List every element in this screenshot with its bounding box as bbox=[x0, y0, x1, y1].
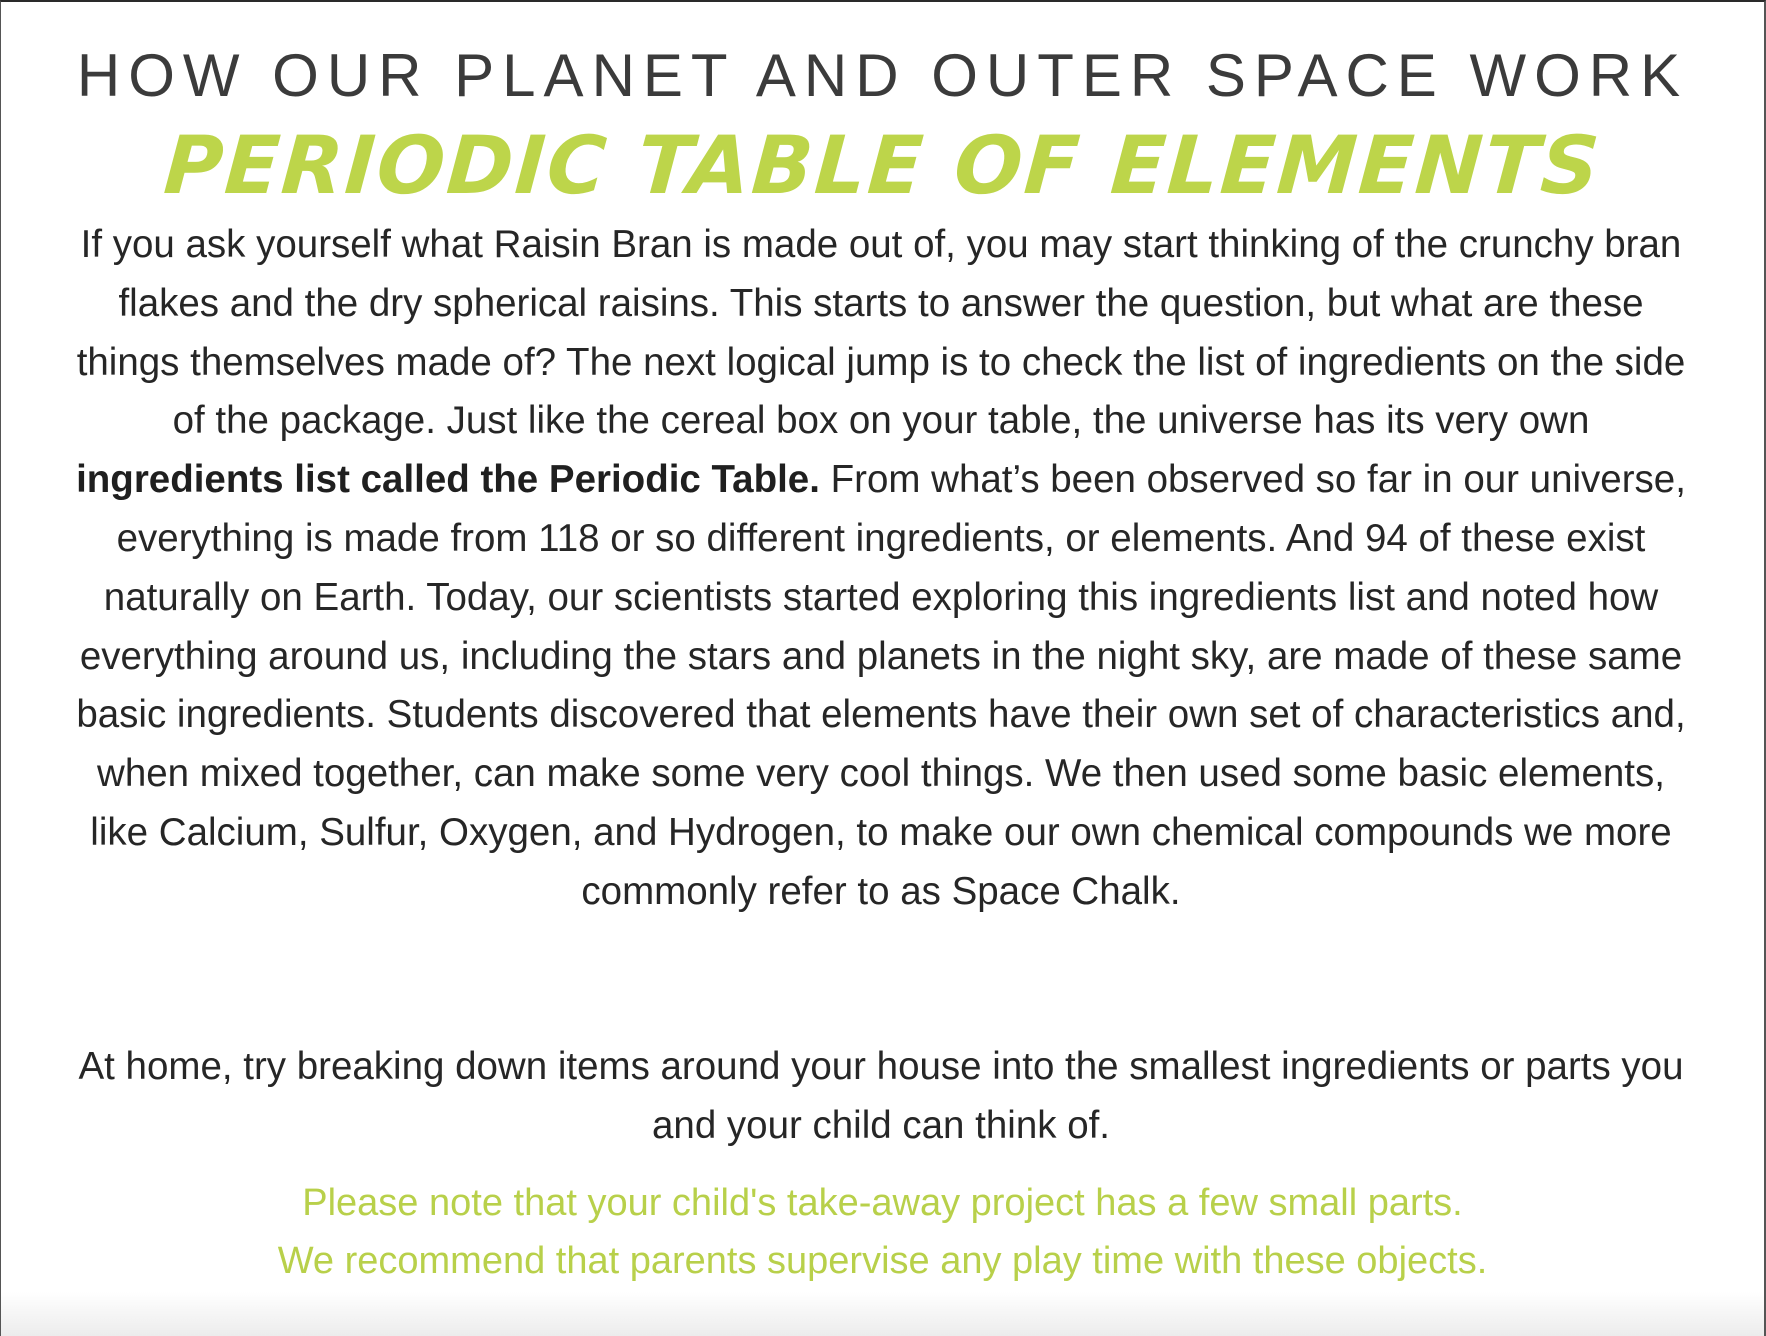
safety-note-line-1: Please note that your child's take-away project has a few small parts. bbox=[302, 1182, 1463, 1224]
rest-text: From what’s been observed so far in our universe, everything is made from 118 or so different ingredients, or elements. And 94 of these exist naturally on Earth. Today, our scientists started exploring this ingredients list and noted how everything around us, including the stars and planets in the night sky, are made of these same basic ingredients. Students discovered that elements have their own set of characteristics and, when mixed together, can make some very cool things. We then used some basic elements, like Calcium, Sulfur, Oxygen, and Hydrogen, to make our own chemical compounds we more commonly refer to as Space Chalk. bbox=[76, 458, 1686, 913]
page-title: PERIODIC TABLE OF ELEMENTS bbox=[161, 119, 1604, 212]
bottom-shadow bbox=[1, 1292, 1764, 1336]
safety-note-line-2: We recommend that parents supervise any play time with these objects. bbox=[277, 1240, 1488, 1282]
home-activity-paragraph: At home, try breaking down items around your house into the smallest ingredients or parts you and your child can think of. bbox=[78, 1045, 1684, 1147]
intro-paragraph bbox=[75, 216, 1687, 922]
intro-text: If you ask yourself what Raisin Bran is made out of, you may start thinking of the crunchy bran flakes and the dry spherical raisins. This starts to answer the question, but what are these things themselves made of? The next logical jump is to check the list of ingredients on the side of the package. Just like the cereal box on your table, the universe has its very own bbox=[76, 223, 1686, 443]
section-kicker: HOW OUR PLANET AND OUTER SPACE WORK bbox=[76, 42, 1689, 109]
emphasis-text: ingredients list called the Periodic Table. bbox=[76, 458, 820, 502]
